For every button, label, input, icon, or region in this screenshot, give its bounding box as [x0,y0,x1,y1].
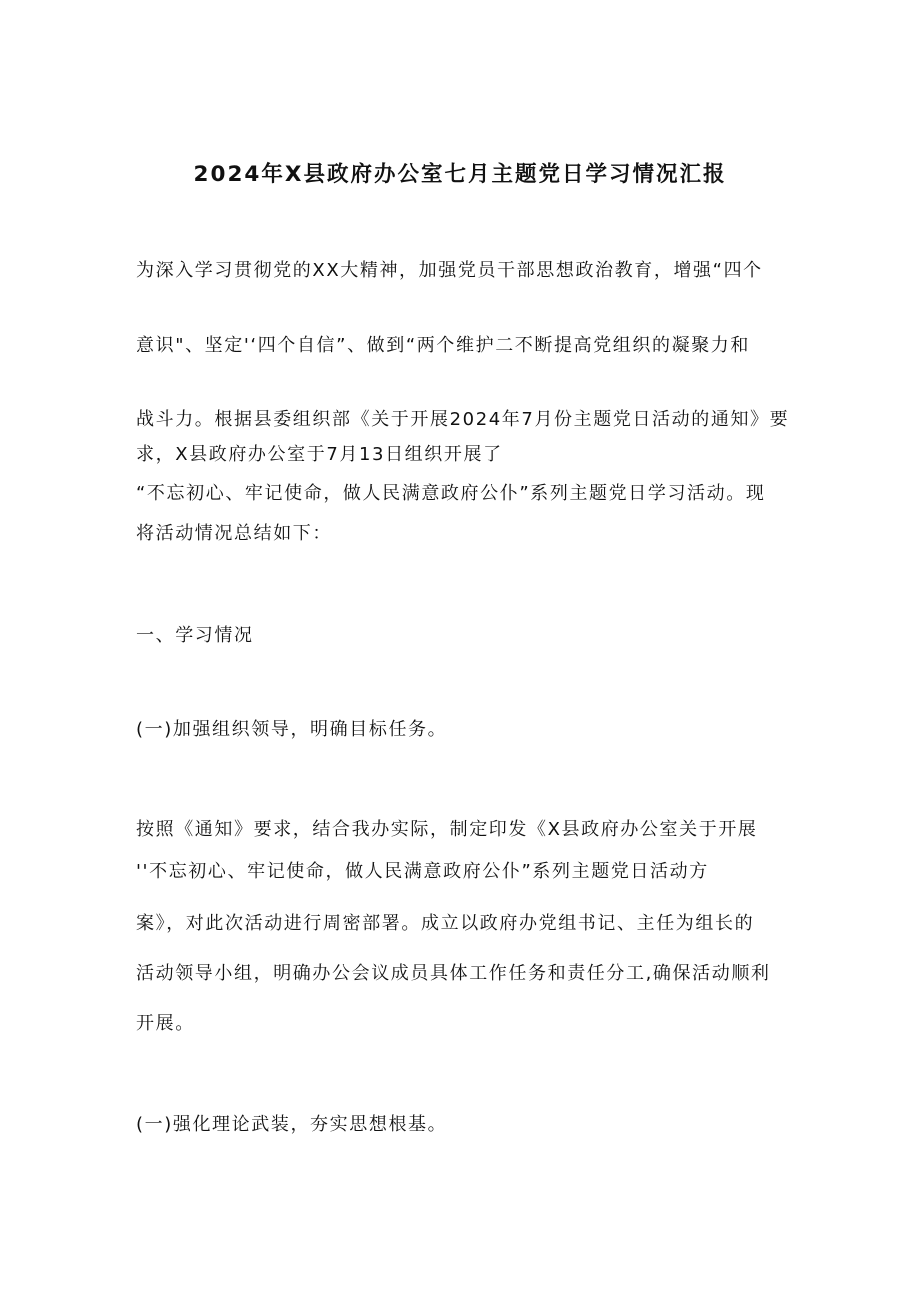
intro-line: 求，X县政府办公室于7月13日组织开展了 [136,444,503,465]
body-line: 开展。 [136,1013,195,1034]
section-heading: 一、学习情况 [136,625,254,646]
intro-line: 战斗力。根据县委组织部《关于开展2024年7月份主题党日活动的通知》要 [136,409,790,430]
document-title: 2024年X县政府办公室七月主题党日学习情况汇报 [193,162,727,187]
body-line: 按照《通知》要求，结合我办实际，制定印发《X县政府办公室关于开展 [136,819,758,840]
intro-line: 意识"、坚定'‘四个自信”、做到“两个维护二不断提高党组织的凝聚力和 [136,335,750,356]
body-line: 活动领导小组，明确办公会议成员具体工作任务和责任分工,确保活动顺利 [136,963,771,984]
subsection-heading: (一)强化理论武装，夯实思想根基。 [136,1114,448,1135]
intro-line: 为深入学习贯彻党的XX大精神，加强党员干部思想政治教育，增强“四个 [136,260,763,281]
intro-line: 将活动情况总结如下： [136,523,332,544]
body-line: ''不忘初心、牢记使命，做人民满意政府公仆”系列主题党日活动方 [136,861,709,882]
subsection-heading: (一)加强组织领导，明确目标任务。 [136,719,448,740]
intro-line: “不忘初心、牢记使命，做人民满意政府公仆”系列主题党日学习活动。现 [136,483,766,504]
body-line: 案》，对此次活动进行周密部署。成立以政府办党组书记、主任为组长的 [136,913,755,934]
